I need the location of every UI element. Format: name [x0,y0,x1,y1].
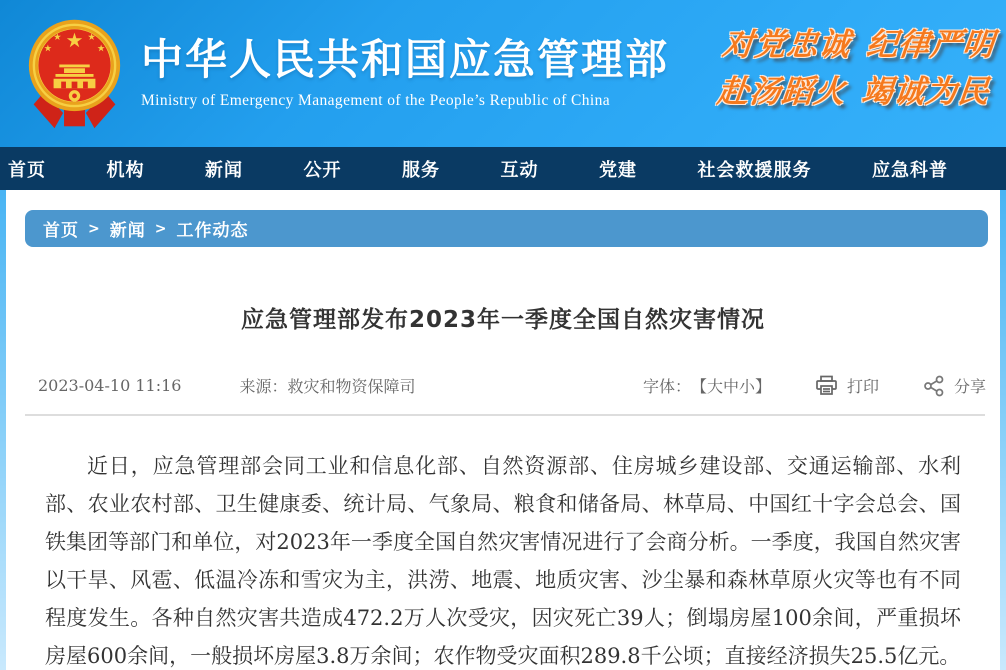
article-source: 来源：救灾和物资保障司 [239,377,416,396]
slogan-line-2: 赴汤蹈火 竭诚为民 [715,74,992,110]
left-page-edge [0,190,6,670]
site-header [0,0,1006,147]
nav-item-services[interactable]: 服务 [402,159,440,181]
header-slogan [715,22,997,116]
font-size-label: 字体： [642,377,691,396]
nav-item-party[interactable]: 党建 [599,159,637,181]
nav-item-social-rescue[interactable]: 社会救援服务 [697,159,812,181]
slogan-line-1: 对党忠诚 纪律严明 [720,27,997,63]
site-title-block [141,34,670,110]
article-tools [643,374,986,397]
site-title-cn: 中华人民共和国应急管理部 [141,34,670,84]
nav-item-interaction[interactable]: 互动 [500,159,539,181]
breadcrumb-separator: > [88,220,101,237]
breadcrumb-news[interactable]: 新闻 [109,221,146,241]
breadcrumb [25,210,988,247]
nav-item-disclosure[interactable]: 公开 [303,159,342,181]
breadcrumb-work-updates[interactable]: 工作动态 [176,221,249,241]
article-meta-bar [38,374,986,397]
print-label: 打印 [846,377,879,396]
nav-item-science[interactable]: 应急科普 [872,159,948,181]
article-title: 应急管理部发布2023年一季度全国自然灾害情况 [240,307,765,333]
nav-item-home[interactable]: 首页 [8,159,46,181]
nav-item-news[interactable]: 新闻 [205,159,243,181]
article-paragraph: 近日，应急管理部会同工业和信息化部、自然资源部、住房城乡建设部、交通运输部、水利部、农业农村部、卫生健康委、统计局、气象局、粮食和储备局、林草局、中国红十字会总会、国铁集团等部门和单位，对2023年一季度全国自然灾害情况进行了会商分析。一季度，我国自然灾害以干旱、风雹、低温冷冻和雪灾为主，洪涝、地震、地质灾害、沙尘暴和森林草原火灾等也有不同程度发生。各种自然灾害共造成472.2万人次受灾，因灾死亡39人；倒塌房屋100余间，严重损坏房屋600余间，一般损坏房屋3.8万余间；农作物受灾面积289.8千公顷；直接经济损失25.5亿元。 [45,454,961,668]
breadcrumb-separator: > [154,220,168,237]
article-body [45,447,961,670]
site-title-en: Ministry of Emergency Management of the People’s Republic of China [141,92,611,110]
meta-divider [25,414,985,416]
share-label: 分享 [953,377,986,396]
font-size-options[interactable]: 【大中小】 [690,377,771,396]
nav-item-org[interactable]: 机构 [106,159,145,181]
printer-icon [815,375,838,396]
print-button[interactable] [815,374,879,397]
national-emblem-icon[interactable] [26,16,123,136]
right-page-edge [1000,190,1006,670]
share-icon [923,375,945,397]
breadcrumb-home[interactable]: 首页 [43,221,79,241]
share-button[interactable] [923,374,986,397]
publish-datetime: 2023-04-10 11:16 [38,376,182,395]
font-size-control [643,374,771,397]
main-navbar [0,147,1006,190]
